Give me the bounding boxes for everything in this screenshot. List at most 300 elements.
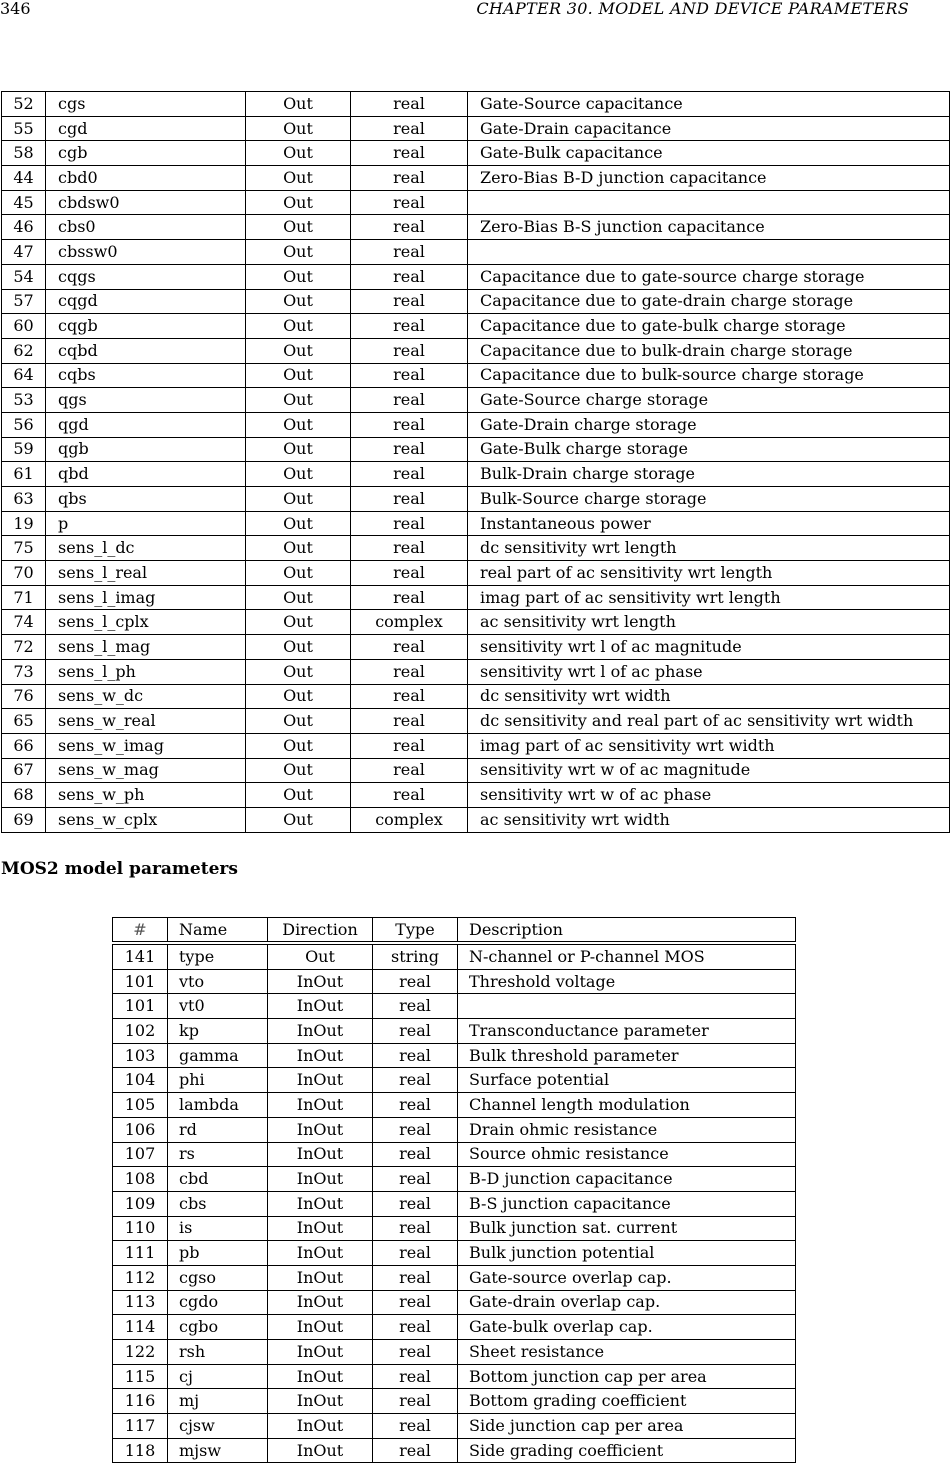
cell-name: mjsw: [168, 1438, 268, 1463]
cell-num: 61: [2, 462, 46, 487]
model-parameters-table: [112, 917, 796, 1463]
table-row: [2, 733, 950, 758]
cell-type: real: [373, 1389, 458, 1414]
cell-name: vt0: [168, 994, 268, 1019]
cell-name: qgs: [46, 388, 246, 413]
cell-num: 70: [2, 561, 46, 586]
cell-type: real: [351, 141, 468, 166]
cell-type: real: [351, 338, 468, 363]
cell-name: qgd: [46, 412, 246, 437]
cell-description: Sheet resistance: [458, 1340, 796, 1365]
cell-direction: InOut: [268, 1019, 373, 1044]
cell-num: 65: [2, 709, 46, 734]
cell-type: real: [373, 1265, 458, 1290]
cell-direction: Out: [246, 610, 351, 635]
cell-type: real: [351, 412, 468, 437]
table-row: [113, 1142, 796, 1167]
cell-direction: InOut: [268, 1340, 373, 1365]
cell-name: rs: [168, 1142, 268, 1167]
cell-num: 19: [2, 511, 46, 536]
cell-direction: Out: [246, 215, 351, 240]
cell-name: cjsw: [168, 1414, 268, 1439]
cell-type: real: [373, 1191, 458, 1216]
cell-name: cgs: [46, 92, 246, 117]
cell-name: sens_w_mag: [46, 758, 246, 783]
cell-direction: Out: [246, 338, 351, 363]
cell-num: 105: [113, 1093, 168, 1118]
cell-description: imag part of ac sensitivity wrt width: [468, 733, 950, 758]
cell-type: real: [351, 709, 468, 734]
cell-description: Source ohmic resistance: [458, 1142, 796, 1167]
cell-direction: InOut: [268, 1414, 373, 1439]
cell-num: 101: [113, 969, 168, 994]
cell-num: 66: [2, 733, 46, 758]
cell-description: Side junction cap per area: [458, 1414, 796, 1439]
cell-direction: Out: [246, 240, 351, 265]
cell-name: cbs0: [46, 215, 246, 240]
cell-description: Gate-source overlap cap.: [458, 1265, 796, 1290]
table-row: [2, 190, 950, 215]
cell-direction: Out: [246, 783, 351, 808]
device-parameters-table-body: [2, 92, 950, 833]
cell-description: Bulk-Drain charge storage: [468, 462, 950, 487]
cell-description: Instantaneous power: [468, 511, 950, 536]
table-row: [2, 536, 950, 561]
cell-direction: InOut: [268, 969, 373, 994]
table-row: [2, 141, 950, 166]
cell-num: 47: [2, 240, 46, 265]
cell-direction: InOut: [268, 1216, 373, 1241]
cell-type: real: [351, 783, 468, 808]
table-row: [113, 1364, 796, 1389]
cell-num: 102: [113, 1019, 168, 1044]
cell-type: real: [351, 733, 468, 758]
table-row: [113, 1241, 796, 1266]
cell-description: N-channel or P-channel MOS: [458, 943, 796, 969]
cell-description: Bottom grading coefficient: [458, 1389, 796, 1414]
cell-name: lambda: [168, 1093, 268, 1118]
cell-name: cbdsw0: [46, 190, 246, 215]
cell-type: real: [373, 1117, 458, 1142]
cell-num: 64: [2, 363, 46, 388]
table-row: [113, 1315, 796, 1340]
table-row: [2, 363, 950, 388]
cell-name: sens_l_ph: [46, 659, 246, 684]
cell-num: 63: [2, 487, 46, 512]
cell-type: real: [373, 1068, 458, 1093]
cell-description: Gate-bulk overlap cap.: [458, 1315, 796, 1340]
cell-num: 60: [2, 314, 46, 339]
cell-direction: Out: [268, 943, 373, 969]
cell-name: sens_l_mag: [46, 635, 246, 660]
cell-description: Surface potential: [458, 1068, 796, 1093]
cell-description: Transconductance parameter: [458, 1019, 796, 1044]
cell-name: cbssw0: [46, 240, 246, 265]
cell-direction: Out: [246, 116, 351, 141]
cell-description: real part of ac sensitivity wrt length: [468, 561, 950, 586]
cell-type: real: [351, 215, 468, 240]
cell-type: real: [373, 1167, 458, 1192]
table-row: [2, 585, 950, 610]
cell-num: 112: [113, 1265, 168, 1290]
cell-direction: InOut: [268, 1191, 373, 1216]
table-row: [2, 215, 950, 240]
cell-direction: Out: [246, 412, 351, 437]
cell-num: 101: [113, 994, 168, 1019]
cell-direction: InOut: [268, 1117, 373, 1142]
cell-type: complex: [351, 610, 468, 635]
cell-description: Channel length modulation: [458, 1093, 796, 1118]
table-row: [113, 994, 796, 1019]
table-row: [113, 1414, 796, 1439]
table-row: [113, 1216, 796, 1241]
cell-type: real: [373, 1142, 458, 1167]
cell-name: cqbs: [46, 363, 246, 388]
cell-description: Capacitance due to bulk-source charge storage: [468, 363, 950, 388]
cell-type: string: [373, 943, 458, 969]
cell-type: real: [351, 388, 468, 413]
cell-type: real: [373, 1414, 458, 1439]
cell-name: phi: [168, 1068, 268, 1093]
cell-direction: InOut: [268, 1364, 373, 1389]
cell-name: kp: [168, 1019, 268, 1044]
cell-name: rsh: [168, 1340, 268, 1365]
cell-type: real: [373, 1019, 458, 1044]
cell-type: real: [373, 1216, 458, 1241]
cell-direction: Out: [246, 684, 351, 709]
table-row: [2, 807, 950, 832]
table-row: [2, 166, 950, 191]
cell-type: real: [373, 969, 458, 994]
table-row: [113, 1167, 796, 1192]
cell-name: cqgs: [46, 264, 246, 289]
cell-direction: Out: [246, 92, 351, 117]
cell-name: pb: [168, 1241, 268, 1266]
cell-direction: Out: [246, 289, 351, 314]
cell-description: Threshold voltage: [458, 969, 796, 994]
cell-num: 44: [2, 166, 46, 191]
table-row: [113, 1068, 796, 1093]
cell-description: Gate-drain overlap cap.: [458, 1290, 796, 1315]
table-row: [2, 240, 950, 265]
cell-description: Capacitance due to gate-drain charge storage: [468, 289, 950, 314]
cell-direction: Out: [246, 585, 351, 610]
header-description: Description: [458, 918, 796, 944]
table-row: [2, 264, 950, 289]
cell-direction: InOut: [268, 1142, 373, 1167]
cell-type: real: [351, 462, 468, 487]
cell-direction: Out: [246, 166, 351, 191]
cell-name: gamma: [168, 1043, 268, 1068]
cell-description: Side grading coefficient: [458, 1438, 796, 1463]
cell-direction: Out: [246, 487, 351, 512]
cell-type: real: [373, 1438, 458, 1463]
cell-type: real: [373, 1241, 458, 1266]
cell-num: 110: [113, 1216, 168, 1241]
cell-description: [468, 240, 950, 265]
cell-num: 71: [2, 585, 46, 610]
cell-direction: InOut: [268, 1389, 373, 1414]
cell-direction: InOut: [268, 1068, 373, 1093]
cell-num: 107: [113, 1142, 168, 1167]
cell-name: cqgd: [46, 289, 246, 314]
cell-direction: Out: [246, 190, 351, 215]
model-parameters-table-header: [113, 918, 796, 944]
cell-num: 46: [2, 215, 46, 240]
cell-name: cgdo: [168, 1290, 268, 1315]
cell-name: sens_l_cplx: [46, 610, 246, 635]
header-num: #: [113, 918, 168, 944]
table-row: [2, 92, 950, 117]
cell-name: mj: [168, 1389, 268, 1414]
cell-num: 55: [2, 116, 46, 141]
cell-description: Gate-Bulk charge storage: [468, 437, 950, 462]
cell-description: B-D junction capacitance: [458, 1167, 796, 1192]
cell-num: 104: [113, 1068, 168, 1093]
cell-direction: InOut: [268, 1093, 373, 1118]
cell-num: 54: [2, 264, 46, 289]
cell-type: real: [373, 1364, 458, 1389]
cell-type: real: [351, 116, 468, 141]
cell-description: Bulk junction potential: [458, 1241, 796, 1266]
cell-name: type: [168, 943, 268, 969]
cell-type: real: [351, 264, 468, 289]
table-row: [113, 1290, 796, 1315]
cell-name: sens_w_ph: [46, 783, 246, 808]
cell-direction: InOut: [268, 1265, 373, 1290]
cell-direction: Out: [246, 264, 351, 289]
cell-description: dc sensitivity and real part of ac sensitivity wrt width: [468, 709, 950, 734]
cell-description: Bulk-Source charge storage: [468, 487, 950, 512]
cell-name: sens_w_real: [46, 709, 246, 734]
cell-description: Capacitance due to gate-source charge storage: [468, 264, 950, 289]
table-row: [113, 1019, 796, 1044]
cell-name: cbd0: [46, 166, 246, 191]
cell-description: sensitivity wrt l of ac phase: [468, 659, 950, 684]
cell-type: real: [351, 240, 468, 265]
header-row: [113, 918, 796, 944]
cell-type: real: [351, 536, 468, 561]
table-row: [2, 610, 950, 635]
cell-num: 113: [113, 1290, 168, 1315]
cell-direction: Out: [246, 314, 351, 339]
section-title: MOS2 model parameters: [1, 859, 238, 879]
table-row: [113, 1340, 796, 1365]
cell-num: 52: [2, 92, 46, 117]
cell-type: real: [373, 1290, 458, 1315]
cell-num: 57: [2, 289, 46, 314]
cell-name: cj: [168, 1364, 268, 1389]
table-row: [113, 1117, 796, 1142]
table-row: [2, 487, 950, 512]
cell-type: real: [373, 1340, 458, 1365]
device-parameters-table: [1, 91, 950, 833]
table-row: [2, 437, 950, 462]
cell-description: B-S junction capacitance: [458, 1191, 796, 1216]
cell-num: 106: [113, 1117, 168, 1142]
cell-type: real: [351, 314, 468, 339]
table-row: [113, 1389, 796, 1414]
cell-description: [458, 994, 796, 1019]
cell-type: real: [373, 1093, 458, 1118]
cell-name: qbs: [46, 487, 246, 512]
cell-num: 69: [2, 807, 46, 832]
cell-num: 141: [113, 943, 168, 969]
cell-name: sens_w_cplx: [46, 807, 246, 832]
cell-name: sens_w_imag: [46, 733, 246, 758]
cell-num: 73: [2, 659, 46, 684]
cell-num: 45: [2, 190, 46, 215]
cell-num: 116: [113, 1389, 168, 1414]
cell-num: 72: [2, 635, 46, 660]
cell-direction: InOut: [268, 994, 373, 1019]
table-row: [2, 388, 950, 413]
cell-description: ac sensitivity wrt length: [468, 610, 950, 635]
table-row: [2, 462, 950, 487]
header-type: Type: [373, 918, 458, 944]
cell-direction: Out: [246, 635, 351, 660]
cell-type: real: [351, 635, 468, 660]
cell-direction: InOut: [268, 1290, 373, 1315]
cell-direction: Out: [246, 536, 351, 561]
cell-num: 75: [2, 536, 46, 561]
cell-name: sens_w_dc: [46, 684, 246, 709]
cell-num: 108: [113, 1167, 168, 1192]
cell-description: Zero-Bias B-D junction capacitance: [468, 166, 950, 191]
table-row: [113, 943, 796, 969]
cell-type: real: [351, 487, 468, 512]
cell-direction: Out: [246, 758, 351, 783]
cell-num: 109: [113, 1191, 168, 1216]
cell-type: real: [351, 684, 468, 709]
cell-type: real: [351, 92, 468, 117]
cell-num: 53: [2, 388, 46, 413]
cell-type: real: [351, 758, 468, 783]
cell-direction: Out: [246, 733, 351, 758]
cell-type: real: [373, 1043, 458, 1068]
cell-name: cgd: [46, 116, 246, 141]
cell-description: dc sensitivity wrt width: [468, 684, 950, 709]
page-header: [0, 0, 951, 20]
cell-type: real: [373, 994, 458, 1019]
cell-description: Capacitance due to bulk-drain charge storage: [468, 338, 950, 363]
cell-description: Gate-Bulk capacitance: [468, 141, 950, 166]
cell-direction: Out: [246, 561, 351, 586]
table-row: [2, 116, 950, 141]
cell-name: cbd: [168, 1167, 268, 1192]
table-row: [2, 635, 950, 660]
cell-type: real: [351, 190, 468, 215]
table-row: [2, 289, 950, 314]
cell-direction: Out: [246, 437, 351, 462]
cell-name: is: [168, 1216, 268, 1241]
cell-type: real: [351, 166, 468, 191]
cell-num: 67: [2, 758, 46, 783]
cell-description: Gate-Source capacitance: [468, 92, 950, 117]
cell-type: real: [351, 659, 468, 684]
page-number: 346: [0, 0, 31, 18]
table-row: [113, 1191, 796, 1216]
cell-description: sensitivity wrt w of ac magnitude: [468, 758, 950, 783]
cell-description: sensitivity wrt l of ac magnitude: [468, 635, 950, 660]
cell-num: 118: [113, 1438, 168, 1463]
table-row: [2, 338, 950, 363]
cell-num: 111: [113, 1241, 168, 1266]
cell-name: sens_l_imag: [46, 585, 246, 610]
cell-direction: Out: [246, 659, 351, 684]
cell-name: qbd: [46, 462, 246, 487]
cell-name: qgb: [46, 437, 246, 462]
cell-description: sensitivity wrt w of ac phase: [468, 783, 950, 808]
table-row: [2, 684, 950, 709]
cell-num: 114: [113, 1315, 168, 1340]
cell-num: 59: [2, 437, 46, 462]
chapter-title: CHAPTER 30. MODEL AND DEVICE PARAMETERS: [476, 0, 909, 18]
cell-direction: InOut: [268, 1438, 373, 1463]
cell-name: cqbd: [46, 338, 246, 363]
table-row: [2, 758, 950, 783]
cell-name: vto: [168, 969, 268, 994]
cell-description: Capacitance due to gate-bulk charge storage: [468, 314, 950, 339]
cell-description: Gate-Drain capacitance: [468, 116, 950, 141]
cell-num: 122: [113, 1340, 168, 1365]
cell-type: real: [351, 585, 468, 610]
cell-direction: Out: [246, 363, 351, 388]
cell-name: sens_l_real: [46, 561, 246, 586]
cell-direction: Out: [246, 141, 351, 166]
table-row: [2, 561, 950, 586]
cell-type: real: [351, 363, 468, 388]
cell-num: 74: [2, 610, 46, 635]
cell-description: Drain ohmic resistance: [458, 1117, 796, 1142]
cell-description: Bottom junction cap per area: [458, 1364, 796, 1389]
cell-name: cgso: [168, 1265, 268, 1290]
cell-num: 115: [113, 1364, 168, 1389]
table-row: [113, 1043, 796, 1068]
cell-name: cgbo: [168, 1315, 268, 1340]
cell-name: cqgb: [46, 314, 246, 339]
cell-description: [468, 190, 950, 215]
cell-type: real: [351, 511, 468, 536]
cell-description: imag part of ac sensitivity wrt length: [468, 585, 950, 610]
table-row: [113, 969, 796, 994]
cell-num: 58: [2, 141, 46, 166]
cell-type: complex: [351, 807, 468, 832]
model-parameters-table-body: [113, 943, 796, 1463]
cell-description: Zero-Bias B-S junction capacitance: [468, 215, 950, 240]
table-row: [113, 1265, 796, 1290]
cell-num: 62: [2, 338, 46, 363]
table-row: [2, 314, 950, 339]
cell-description: Gate-Source charge storage: [468, 388, 950, 413]
cell-direction: Out: [246, 807, 351, 832]
header-name: Name: [168, 918, 268, 944]
cell-direction: Out: [246, 462, 351, 487]
cell-name: rd: [168, 1117, 268, 1142]
cell-direction: InOut: [268, 1167, 373, 1192]
cell-direction: InOut: [268, 1241, 373, 1266]
cell-num: 56: [2, 412, 46, 437]
cell-description: Bulk threshold parameter: [458, 1043, 796, 1068]
table-row: [113, 1093, 796, 1118]
cell-num: 103: [113, 1043, 168, 1068]
cell-name: cgb: [46, 141, 246, 166]
cell-num: 76: [2, 684, 46, 709]
table-row: [2, 412, 950, 437]
cell-direction: InOut: [268, 1315, 373, 1340]
cell-description: Gate-Drain charge storage: [468, 412, 950, 437]
table-row: [2, 783, 950, 808]
